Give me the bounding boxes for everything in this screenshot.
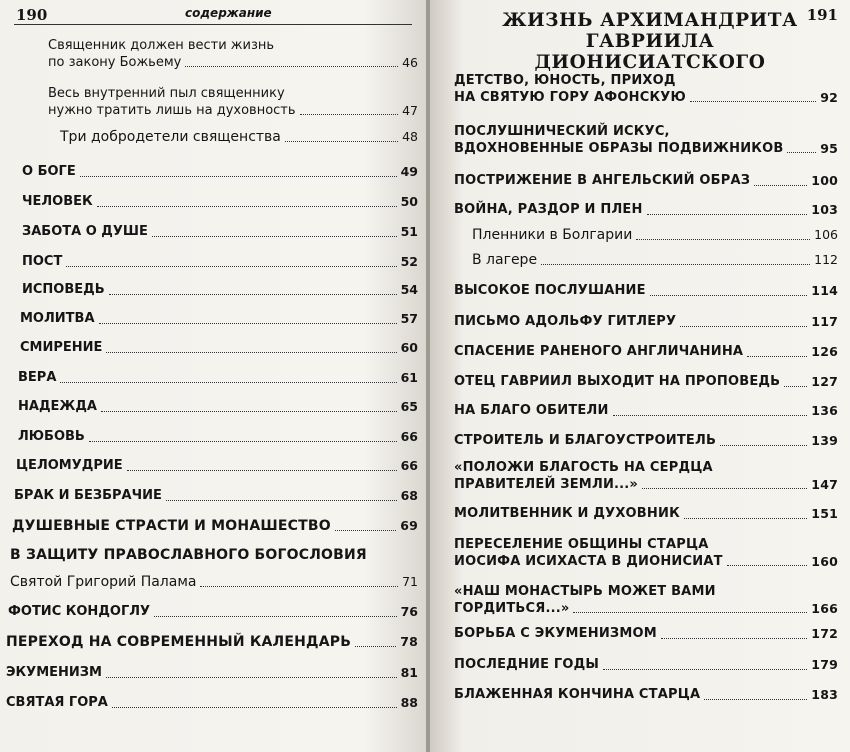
- dot-leader: [573, 612, 807, 613]
- toc-entry-title: ФОТИС КОНДОГЛУ: [8, 604, 151, 619]
- dot-leader: [661, 638, 807, 639]
- toc-entry-title: СВЯТАЯ ГОРА: [6, 695, 108, 710]
- toc-entry: [22, 223, 418, 241]
- toc-entry: [22, 253, 418, 271]
- dot-leader: [355, 646, 396, 647]
- toc-entry-title: ЭКУМЕНИЗМ: [6, 665, 102, 680]
- right-page: [430, 0, 850, 752]
- toc-entry: [454, 656, 838, 674]
- toc-entry: [6, 694, 418, 712]
- toc-page-number: 147: [811, 477, 838, 492]
- toc-entry: [20, 310, 418, 328]
- toc-page-number: 127: [811, 374, 838, 389]
- toc-entry-title: БОРЬБА С ЭКУМЕНИЗМОМ: [454, 626, 657, 641]
- dot-leader: [97, 206, 397, 207]
- toc-entry: [454, 625, 838, 643]
- toc-page-number: 57: [400, 311, 418, 326]
- dot-leader: [200, 586, 398, 587]
- toc-page-number: 69: [400, 518, 418, 533]
- toc-entry-line: Весь внутренний пыл священнику: [48, 86, 285, 101]
- toc-page-number: 100: [811, 173, 838, 188]
- toc-entry-line: Священник должен вести жизнь: [48, 38, 275, 53]
- dot-leader: [335, 530, 396, 531]
- dot-leader: [754, 185, 807, 186]
- toc-page-number: 166: [811, 601, 838, 616]
- dot-leader: [642, 488, 807, 489]
- toc-entry-title: СМИРЕНИЕ: [20, 340, 103, 355]
- toc-entry-title: Пленники в Болгарии: [472, 227, 633, 243]
- toc-page-number: 103: [811, 202, 838, 217]
- dot-leader: [684, 518, 807, 519]
- header-rule: [14, 24, 412, 25]
- toc-entry: [48, 37, 418, 71]
- toc-page-number: 172: [811, 626, 838, 641]
- dot-leader: [112, 707, 397, 708]
- toc-entry-line: нужно тратить лишь на духовность: [48, 103, 296, 118]
- toc-entry-title: ВЫСОКОЕ ПОСЛУШАНИЕ: [454, 283, 646, 298]
- toc-page-number: 46: [402, 55, 418, 70]
- toc-entry-title: ЛЮБОВЬ: [18, 429, 85, 444]
- toc-entry-title: ПОСТ: [22, 254, 63, 269]
- dot-leader: [152, 236, 397, 237]
- dot-leader: [154, 616, 397, 617]
- dot-leader: [106, 677, 397, 678]
- toc-entry-title: Святой Григорий Палама: [10, 574, 197, 590]
- toc-entry: [12, 517, 418, 535]
- toc-entry-line: ПОСЛУШНИЧЕСКИЙ ИСКУС,: [454, 124, 670, 139]
- toc-page-number: 183: [811, 687, 838, 702]
- toc-entry-title: ПЕРЕХОД НА СОВРЕМЕННЫЙ КАЛЕНДАРЬ: [6, 634, 352, 650]
- toc-entry: [454, 172, 838, 190]
- toc-page-number: 48: [402, 129, 418, 144]
- dot-leader: [680, 326, 807, 327]
- toc-entry: [454, 72, 838, 106]
- toc-entry: [48, 85, 418, 119]
- toc-page-number: 49: [400, 164, 418, 179]
- toc-page-number: 139: [811, 433, 838, 448]
- toc-entry: [454, 686, 838, 704]
- toc-entry: [18, 428, 418, 446]
- toc-entry-line: ПЕРЕСЕЛЕНИЕ ОБЩИНЫ СТАРЦА: [454, 537, 709, 552]
- toc-entry: [472, 251, 838, 269]
- toc-page-number: 68: [400, 488, 418, 503]
- toc-entry-title: ДУШЕВНЫЕ СТРАСТИ И МОНАШЕСТВО: [12, 518, 331, 534]
- dot-leader: [650, 295, 808, 296]
- toc-entry: [6, 664, 418, 682]
- toc-entry-title: СТРОИТЕЛЬ И БЛАГОУСТРОИТЕЛЬ: [454, 433, 717, 448]
- toc-entry-line: ИОСИФА ИСИХАСТА В ДИОНИСИАТ: [454, 554, 723, 569]
- section-title-line: ДИОНИСИАТСКОГО: [534, 52, 766, 73]
- toc-page-number: 47: [402, 103, 418, 118]
- toc-page-number: 160: [811, 554, 838, 569]
- dot-leader: [66, 266, 396, 267]
- toc-section-heading: [10, 546, 418, 564]
- dot-leader: [704, 699, 807, 700]
- toc-entry-title: ИСПОВЕДЬ: [22, 282, 105, 297]
- dot-leader: [727, 565, 808, 566]
- dot-leader: [127, 470, 397, 471]
- toc-entry-line: «НАШ МОНАСТЫРЬ МОЖЕТ ВАМИ: [454, 584, 716, 599]
- dot-leader: [109, 294, 397, 295]
- toc-entry: [454, 505, 838, 523]
- running-head: содержание: [185, 6, 272, 20]
- toc-entry-title: ВЕРА: [18, 370, 57, 385]
- dot-leader: [300, 114, 399, 115]
- toc-entry: [6, 633, 418, 651]
- toc-entry-title: ОТЕЦ ГАВРИИЛ ВЫХОДИТ НА ПРОПОВЕДЬ: [454, 374, 781, 389]
- toc-entry-title: НАДЕЖДА: [18, 399, 97, 414]
- toc-page-number: 95: [820, 141, 838, 156]
- toc-entry: [454, 536, 838, 570]
- toc-page-number: 179: [811, 657, 838, 672]
- toc-page-number: 66: [400, 458, 418, 473]
- toc-entry: [454, 201, 838, 219]
- section-title-line: ЖИЗНЬ АРХИМАНДРИТА ГАВРИИЛА: [502, 10, 798, 52]
- dot-leader: [80, 176, 397, 177]
- toc-entry: [18, 369, 418, 387]
- toc-page-number: 81: [400, 665, 418, 680]
- toc-entry-title: МОЛИТВЕННИК И ДУХОВНИК: [454, 506, 680, 521]
- toc-entry-title: В ЗАЩИТУ ПРАВОСЛАВНОГО БОГОСЛОВИЯ: [10, 547, 367, 563]
- dot-leader: [541, 264, 810, 265]
- toc-entry-line: ДЕТСТВО, ЮНОСТЬ, ПРИХОД: [454, 73, 676, 88]
- toc-entry-line: ВДОХНОВЕННЫЕ ОБРАЗЫ ПОДВИЖНИКОВ: [454, 141, 784, 156]
- dot-leader: [60, 382, 396, 383]
- toc-entry: [454, 459, 838, 493]
- toc-entry: [10, 573, 418, 591]
- toc-page-number: 106: [814, 227, 838, 242]
- toc-entry: [454, 583, 838, 617]
- toc-entry-title: В лагере: [472, 252, 538, 268]
- toc-entry-line: «ПОЛОЖИ БЛАГОСТЬ НА СЕРДЦА: [454, 460, 713, 475]
- toc-entry-title: ЗАБОТА О ДУШЕ: [22, 224, 148, 239]
- dot-leader: [166, 500, 397, 501]
- toc-entry: [22, 193, 418, 211]
- toc-entry-title: НА БЛАГО ОБИТЕЛИ: [454, 403, 609, 418]
- toc-entry: [22, 281, 418, 299]
- toc-entry-title: ВОЙНА, РАЗДОР И ПЛЕН: [454, 202, 643, 217]
- toc-page-number: 117: [811, 314, 838, 329]
- toc-entry: [454, 343, 838, 361]
- toc-entry: [454, 313, 838, 331]
- toc-page-number: 65: [400, 399, 418, 414]
- toc-entry-title: ЧЕЛОВЕК: [22, 194, 93, 209]
- toc-entry-title: БРАК И БЕЗБРАЧИЕ: [14, 488, 162, 503]
- toc-page-number: 61: [400, 370, 418, 385]
- toc-page-number: 78: [400, 634, 418, 649]
- toc-entry-title: МОЛИТВА: [20, 311, 95, 326]
- toc-entry: [8, 603, 418, 621]
- toc-entry-title: ПОСЛЕДНИЕ ГОДЫ: [454, 657, 600, 672]
- toc-page-number: 76: [400, 604, 418, 619]
- page-number: 190: [16, 6, 48, 24]
- dot-leader: [285, 141, 398, 142]
- toc-entry-title: ПОСТРИЖЕНИЕ В АНГЕЛЬСКИЙ ОБРАЗ: [454, 173, 751, 188]
- toc-page-number: 51: [400, 224, 418, 239]
- toc-entry: [454, 282, 838, 300]
- toc-page-number: 88: [400, 695, 418, 710]
- dot-leader: [106, 352, 396, 353]
- toc-page-number: 66: [400, 429, 418, 444]
- dot-leader: [747, 356, 807, 357]
- toc-entry-title: СПАСЕНИЕ РАНЕНОГО АНГЛИЧАНИНА: [454, 344, 744, 359]
- toc-entry-title: ПИСЬМО АДОЛЬФУ ГИТЛЕРУ: [454, 314, 677, 329]
- toc-entry-title: О БОГЕ: [22, 164, 76, 179]
- toc-entry-line: НА СВЯТУЮ ГОРУ АФОНСКУЮ: [454, 90, 686, 105]
- dot-leader: [89, 441, 397, 442]
- toc-entry-line: по закону Божьему: [48, 55, 182, 70]
- toc-entry: [454, 123, 838, 157]
- toc-entry: [22, 163, 418, 181]
- toc-page-number: 71: [402, 574, 418, 589]
- toc-page-number: 151: [811, 506, 838, 521]
- toc-page-number: 50: [400, 194, 418, 209]
- dot-leader: [784, 386, 807, 387]
- toc-entry: [454, 402, 838, 420]
- dot-leader: [647, 214, 808, 215]
- dot-leader: [720, 445, 807, 446]
- toc-page-number: 54: [400, 282, 418, 297]
- toc-entry: [14, 487, 418, 505]
- toc-entry-title: Три добродетели священства: [60, 129, 281, 145]
- toc-entry: [454, 432, 838, 450]
- toc-page-number: 136: [811, 403, 838, 418]
- toc-page-number: 112: [814, 252, 838, 267]
- dot-leader: [99, 323, 397, 324]
- toc-page-number: 92: [820, 90, 838, 105]
- dot-leader: [603, 669, 807, 670]
- dot-leader: [613, 415, 808, 416]
- toc-page-number: 60: [400, 340, 418, 355]
- toc-entry-line: ПРАВИТЕЛЕЙ ЗЕМЛИ...»: [454, 477, 639, 492]
- toc-entry: [18, 398, 418, 416]
- toc-entry-title: БЛАЖЕННАЯ КОНЧИНА СТАРЦА: [454, 687, 701, 702]
- dot-leader: [101, 411, 397, 412]
- dot-leader: [787, 152, 816, 153]
- toc-entry: [472, 226, 838, 244]
- toc-entry: [60, 128, 418, 146]
- toc-page-number: 114: [811, 283, 838, 298]
- toc-page-number: 52: [400, 254, 418, 269]
- toc-entry-line: ГОРДИТЬСЯ...»: [454, 601, 570, 616]
- dot-leader: [185, 66, 398, 67]
- toc-entry: [20, 339, 418, 357]
- page-number: 191: [806, 6, 838, 24]
- toc-page-number: 126: [811, 344, 838, 359]
- toc-entry-title: ЦЕЛОМУДРИЕ: [16, 458, 123, 473]
- dot-leader: [690, 101, 816, 102]
- toc-entry: [454, 373, 838, 391]
- dot-leader: [636, 239, 810, 240]
- section-title: [470, 10, 830, 73]
- toc-entry: [16, 457, 418, 475]
